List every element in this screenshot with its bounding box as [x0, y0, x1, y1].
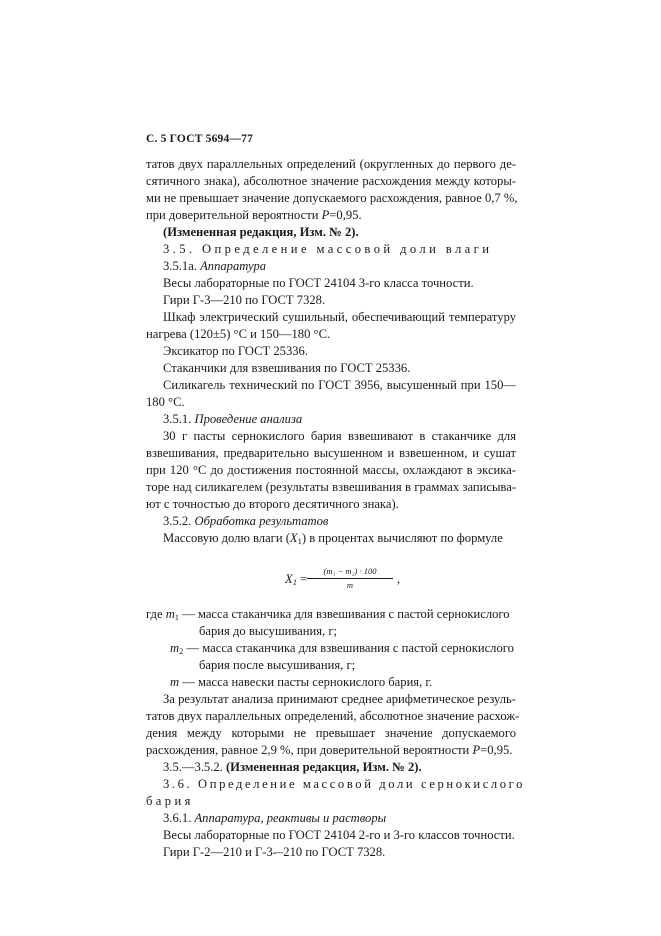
text-line: ют с точностью до второго десятичного знака).	[146, 497, 399, 511]
variable: m	[165, 607, 175, 621]
subsection-title: Проведение анализа	[194, 412, 303, 426]
text-line: ми не превышает значение допускаемого расхождения, равное 0,7 %,	[146, 191, 518, 205]
text-line: татов двух параллельных определений, абсолютное значение расхож-	[146, 709, 520, 723]
text-fragment: — масса стаканчика для взвешивания с пастой сернокислого	[183, 641, 514, 655]
section-heading: 3.5. Определение массовой доли влаги	[163, 242, 493, 256]
text-fragment: =0,95.	[329, 208, 362, 222]
text-line: нагрева (120±5) °С и 150—180 °С.	[146, 327, 331, 341]
text-line: Весы лабораторные по ГОСТ 24104 3-го класса точности.	[163, 276, 474, 290]
text-line: Силикагель технический по ГОСТ 3956, высушенный при 150—	[163, 378, 516, 392]
subsection-number: 3.5.2.	[163, 514, 195, 528]
formula-numerator: (m₁ − m₂) · 100	[307, 566, 393, 579]
subsection-heading	[163, 411, 302, 427]
text-line: взвешивания, предварительно высушенном и взвешенном, и сушат	[146, 446, 516, 460]
subsection-heading	[163, 513, 328, 529]
legend-line	[170, 674, 432, 690]
subscript: 2	[179, 646, 184, 656]
section-heading: 3.6. Определение массовой доли сернокислого	[163, 777, 526, 791]
subsection-title: Обработка результатов	[194, 514, 329, 528]
text-line: Гири Г-2—210 и Г-3-–210 по ГОСТ 7328.	[163, 845, 386, 859]
formula-tail: ,	[397, 572, 401, 586]
text-line: Весы лабораторные по ГОСТ 24104 2-го и 3-го классов точности.	[163, 828, 515, 842]
formula-lhs: X	[285, 572, 293, 586]
text-line	[163, 530, 503, 546]
text-line: сятичного знака), абсолютное значение расхождения между которы-	[146, 174, 516, 188]
subsection-number: 3.5.1.	[163, 412, 195, 426]
text-line: 180 °С.	[146, 395, 185, 409]
text-line: Эксикатор по ГОСТ 25336.	[163, 344, 308, 358]
subscript: 1	[297, 536, 302, 546]
variable: m	[170, 675, 180, 689]
subsection-number: 3.6.1.	[163, 811, 195, 825]
text-fragment: при доверительной вероятности	[146, 208, 322, 222]
text-fragment: ) в процентах вычисляют по формуле	[301, 531, 503, 545]
legend-line	[170, 640, 514, 656]
formula-denominator: m	[346, 580, 354, 590]
subsection-number: 3.5.1а.	[163, 259, 201, 273]
formula-fraction	[307, 566, 393, 591]
text-fragment: расхождения, равное 2,9 %, при доверительной вероятности	[146, 743, 473, 757]
text-line: За результат анализа принимают среднее арифметическое резуль-	[163, 692, 516, 706]
text-fragment: — масса стаканчика для взвешивания с пастой сернокислого	[179, 607, 510, 621]
subsection-heading	[163, 258, 266, 274]
subsection-title: Аппаратура	[200, 259, 267, 273]
subscript: 1	[174, 612, 180, 622]
variable: Р	[321, 208, 330, 222]
formula-equals: =	[296, 572, 308, 586]
amendment-note: (Измененная редакция, Изм. № 2).	[163, 225, 359, 239]
variable: X	[289, 531, 298, 545]
text-line: торе над силикагелем (результаты взвешивания в граммах записыва-	[146, 480, 516, 494]
section-heading-cont: бария	[146, 794, 194, 808]
legend-line: бария после высушивания, г;	[199, 658, 356, 672]
text-fragment: Массовую долю влаги (	[163, 531, 290, 545]
page-header: С. 5 ГОСТ 5694—77	[146, 133, 254, 145]
amendment-note	[163, 759, 422, 775]
variable: Р	[472, 743, 481, 757]
subsection-title: Аппаратура, реактивы и растворы	[194, 811, 387, 825]
formula-lhs-subscript: 1	[292, 577, 297, 587]
text-line	[146, 742, 512, 758]
text-fragment: 3.5.—3.5.2.	[163, 760, 226, 774]
subsection-heading	[163, 810, 386, 826]
text-line: татов двух параллельных определений (округленных до первого де-	[146, 157, 516, 171]
text-line: 30 г пасты сернокислого бария взвешивают в стаканчике для	[163, 429, 516, 443]
legend-line: бария до высушивания, г;	[199, 624, 337, 638]
text-line: Гири Г-3—210 по ГОСТ 7328.	[163, 293, 326, 307]
variable: m	[170, 641, 180, 655]
text-line: Стаканчики для взвешивания по ГОСТ 25336.	[163, 361, 411, 375]
text-line: при 120 °С до достижения постоянной массы, охлаждают в эксика-	[146, 463, 516, 477]
legend-line	[146, 606, 510, 622]
text-line: дения между которыми не превышает значение допускаемого	[146, 726, 516, 740]
text-fragment: =0,95.	[480, 743, 513, 757]
text-line: Шкаф электрический сушильный, обеспечивающий температуру	[163, 310, 516, 324]
text-fragment: — масса навески пасты сернокислого бария, г.	[179, 675, 433, 689]
formula	[285, 566, 401, 590]
amendment-text: (Измененная редакция, Изм. № 2).	[225, 760, 422, 774]
text-fragment: где	[146, 607, 166, 621]
text-line	[146, 207, 362, 223]
